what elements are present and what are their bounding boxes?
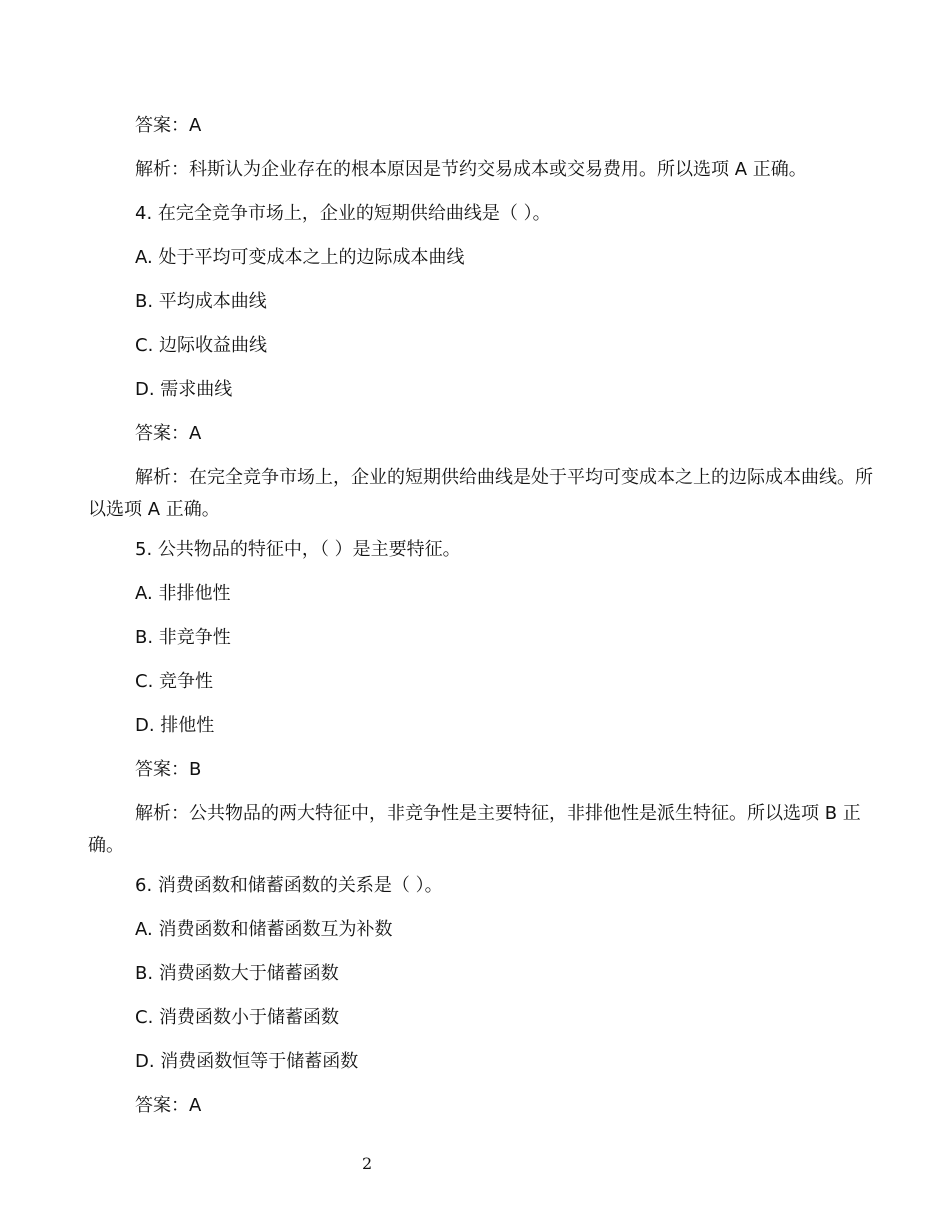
answer-q6: 答案：A	[135, 1095, 202, 1116]
q4-option-a: A. 处于平均可变成本之上的边际成本曲线	[135, 247, 465, 268]
question-5: 5. 公共物品的特征中，（ ）是主要特征。	[135, 539, 461, 560]
answer-q5: 答案：B	[135, 759, 202, 780]
q4-option-b: B. 平均成本曲线	[135, 291, 267, 312]
q5-option-d: D. 排他性	[135, 715, 215, 736]
q6-option-d: D. 消费函数恒等于储蓄函数	[135, 1051, 359, 1072]
q6-option-c: C. 消费函数小于储蓄函数	[135, 1007, 340, 1028]
q6-option-b: B. 消费函数大于储蓄函数	[135, 963, 339, 984]
q5-option-b: B. 非竞争性	[135, 627, 231, 648]
question-4: 4. 在完全竞争市场上，企业的短期供给曲线是（ ）。	[135, 203, 551, 224]
q5-option-c: C. 竞争性	[135, 671, 214, 692]
question-6: 6. 消费函数和储蓄函数的关系是（ ）。	[135, 875, 443, 896]
q4-option-d: D. 需求曲线	[135, 379, 233, 400]
q6-option-a: A. 消费函数和储蓄函数互为补数	[135, 919, 393, 940]
answer-q3: 答案：A	[135, 115, 202, 136]
analysis-q5: 解析：公共物品的两大特征中，非竞争性是主要特征，非排他性是派生特征。所以选项 B 正确。	[88, 803, 861, 856]
analysis-q3: 解析：科斯认为企业存在的根本原因是节约交易成本或交易费用。所以选项 A 正确。	[135, 159, 807, 180]
analysis-q4: 解析：在完全竞争市场上，企业的短期供给曲线是处于平均可变成本之上的边际成本曲线。所以选项 A 正确。	[88, 467, 873, 520]
page-number: 2	[362, 1154, 373, 1173]
q4-option-c: C. 边际收益曲线	[135, 335, 268, 356]
q5-option-a: A. 非排他性	[135, 583, 231, 604]
answer-q4: 答案：A	[135, 423, 202, 444]
